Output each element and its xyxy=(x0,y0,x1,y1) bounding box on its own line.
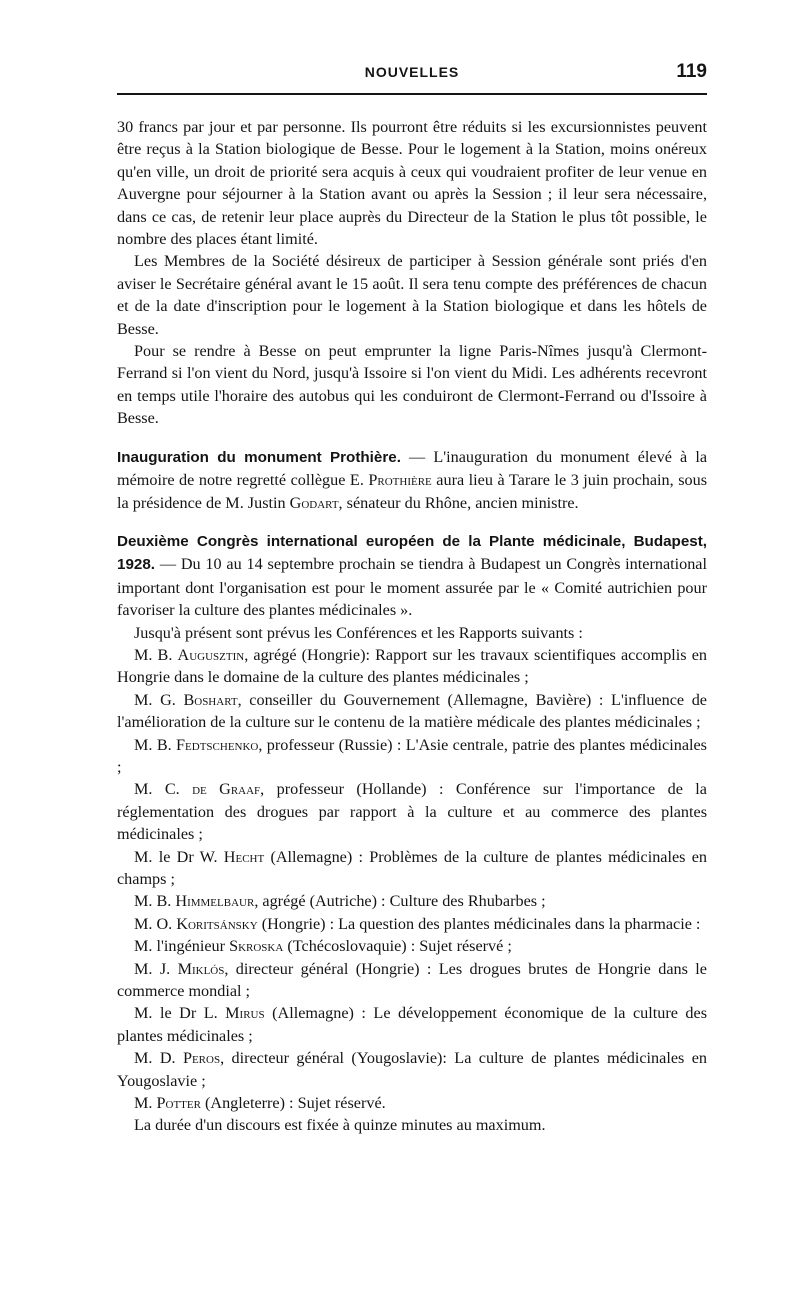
report-entry xyxy=(117,1092,707,1114)
report-text: , professeur (Hollande) : Conférence sur l'importance de la réglementation des drogues par rapport à la culture et au commerce des plantes médicinales ; xyxy=(117,780,707,844)
report-entry xyxy=(117,958,707,1003)
report-text: (Angleterre) : Sujet réservé. xyxy=(200,1094,386,1113)
session-paragraph-3: Pour se rendre à Besse on peut emprunter la ligne Paris-Nîmes jusqu'à Clermont-Ferrand si l'on vient du Nord, jusqu'à Issoire si l'on vient du Midi. Les adhérents recevront en temps utile l'horaire des autobus qui les conduiront de Clermont-Ferrand ou d'Issoire à Besse. xyxy=(117,342,707,428)
report-author: Hecht xyxy=(223,847,265,866)
report-text: (Allemagne) : Le développement économique de la culture des plantes médicinales ; xyxy=(117,1004,707,1045)
reports-list xyxy=(117,644,707,1115)
report-entry xyxy=(117,913,707,935)
report-entry xyxy=(117,1002,707,1047)
report-entry xyxy=(117,935,707,957)
report-text: (Hongrie) : La question des plantes médicinales dans la pharmacie : xyxy=(257,914,701,933)
report-text: (Allemagne) : Problèmes de la culture de plantes médicinales en champs ; xyxy=(117,847,708,888)
report-author: Augusztin xyxy=(177,645,245,664)
page-number: 119 xyxy=(676,61,707,82)
report-prefix: M. C. xyxy=(134,780,193,799)
report-prefix: M. D. xyxy=(134,1049,183,1068)
report-text: , directeur général (Hongrie) : Les drogues brutes de Hongrie dans le commerce mondial ; xyxy=(117,959,707,1001)
page-body xyxy=(117,116,707,1137)
report-author: de Graaf xyxy=(192,780,261,799)
report-entry xyxy=(117,644,707,689)
report-prefix: M. J. xyxy=(134,959,178,978)
report-author: Boshart xyxy=(183,690,238,709)
report-prefix: M. B. xyxy=(134,645,178,664)
report-entry xyxy=(117,689,707,734)
report-author: Fedtschenko xyxy=(176,735,259,754)
running-title: NOUVELLES xyxy=(364,64,460,80)
name-godart: Godart xyxy=(289,493,339,512)
report-text: , conseiller du Gouvernement (Allemagne, Bavière) : L'influence de l'amélioration de la culture sur le contenu de la matière médicale des plantes médicinales ; xyxy=(117,690,707,732)
session-paragraph-1: 30 francs par jour et par personne. Ils pourront être réduits si les excursionnistes peuvent être reçus à la Station biologique de Besse. Pour le logement à la Station, moins onéreux qu'en ville, un droit de priorité sera acquis à ceux qui voudraient profiter de leur venue en Auvergne pour séjourner à la Station avant ou après la Session ; il leur sera nécessaire, dans ce cas, de retenir leur place auprès du Directeur de la Station le plus tôt possible, le nombre des places étant limité. xyxy=(117,118,707,249)
session-paragraph-2: Les Membres de la Société désireux de participer à Session générale sont priés d'en aviser le Secrétaire général avant le 15 août. Il sera tenu compte des préférences de chacun et de la date d'inscription pour le logement à la Station biologique et dans les hôtels de Besse. xyxy=(117,252,707,338)
congres-title: Deuxième Congrès international européen de la Plante médicinale, Budapest, 1928. xyxy=(117,532,707,574)
report-entry xyxy=(117,846,707,891)
report-prefix: M. l'ingénieur xyxy=(134,937,230,956)
report-prefix: M. G. xyxy=(134,690,184,709)
report-text: , agrégé (Hongrie): Rapport sur les travaux scientifiques accomplis en Hongrie dans le domaine de la culture des plantes médicinales ; xyxy=(117,645,707,687)
report-author: Koritsánsky xyxy=(176,914,258,933)
report-prefix: M. O. xyxy=(134,914,177,933)
report-entry xyxy=(117,778,707,845)
report-prefix: M. xyxy=(134,1094,157,1113)
congres-closing: La durée d'un discours est fixée à quinze minutes au maximum. xyxy=(134,1116,546,1135)
inauguration-text-b: aura lieu à Tarare le 3 juin prochain, sous la présidence de M. Justin xyxy=(117,471,707,512)
report-prefix: M. B. xyxy=(134,735,177,754)
report-author: Miklós xyxy=(177,959,225,978)
report-text: (Tchécoslovaquie) : Sujet réservé ; xyxy=(283,937,512,956)
report-prefix: M. le Dr W. xyxy=(134,847,224,866)
report-entry xyxy=(117,890,707,912)
report-author: Skroska xyxy=(229,937,284,956)
inauguration-text-c: , sénateur du Rhône, ancien ministre. xyxy=(338,493,579,512)
report-prefix: M. B. xyxy=(134,892,176,911)
running-header xyxy=(117,62,707,86)
report-author: Peros xyxy=(182,1049,221,1068)
name-prothiere: Prothière xyxy=(368,471,432,490)
congres-lead: Jusqu'à présent sont prévus les Conférences et les Rapports suivants : xyxy=(134,623,583,642)
inauguration-text-a: — L'inauguration du monument élevé à la mémoire de notre regretté collègue E. xyxy=(117,447,707,490)
report-entry xyxy=(117,1047,707,1092)
report-text: , directeur général (Yougoslavie): La culture de plantes médicinales en Yougoslavie ; xyxy=(117,1049,707,1090)
report-text: , agrégé (Autriche) : Culture des Rhubarbes ; xyxy=(254,892,546,911)
report-prefix: M. le Dr L. xyxy=(134,1004,226,1023)
inauguration-title: Inauguration du monument Prothière. xyxy=(117,448,401,466)
congres-intro: — Du 10 au 14 septembre prochain se tiendra à Budapest un Congrès international important dont l'organisation est pour le moment assurée par le « Comité autrichien pour favoriser la culture des plantes médicinales ». xyxy=(117,555,707,620)
report-entry xyxy=(117,734,707,779)
report-author: Himmelbaur xyxy=(175,892,255,911)
header-rule xyxy=(117,93,707,95)
congres-paragraph xyxy=(117,530,707,622)
report-author: Mirus xyxy=(225,1004,265,1023)
report-author: Potter xyxy=(156,1094,201,1113)
inauguration-paragraph xyxy=(117,446,707,514)
report-text: , professeur (Russie) : L'Asie centrale, patrie des plantes médicinales ; xyxy=(117,735,707,776)
